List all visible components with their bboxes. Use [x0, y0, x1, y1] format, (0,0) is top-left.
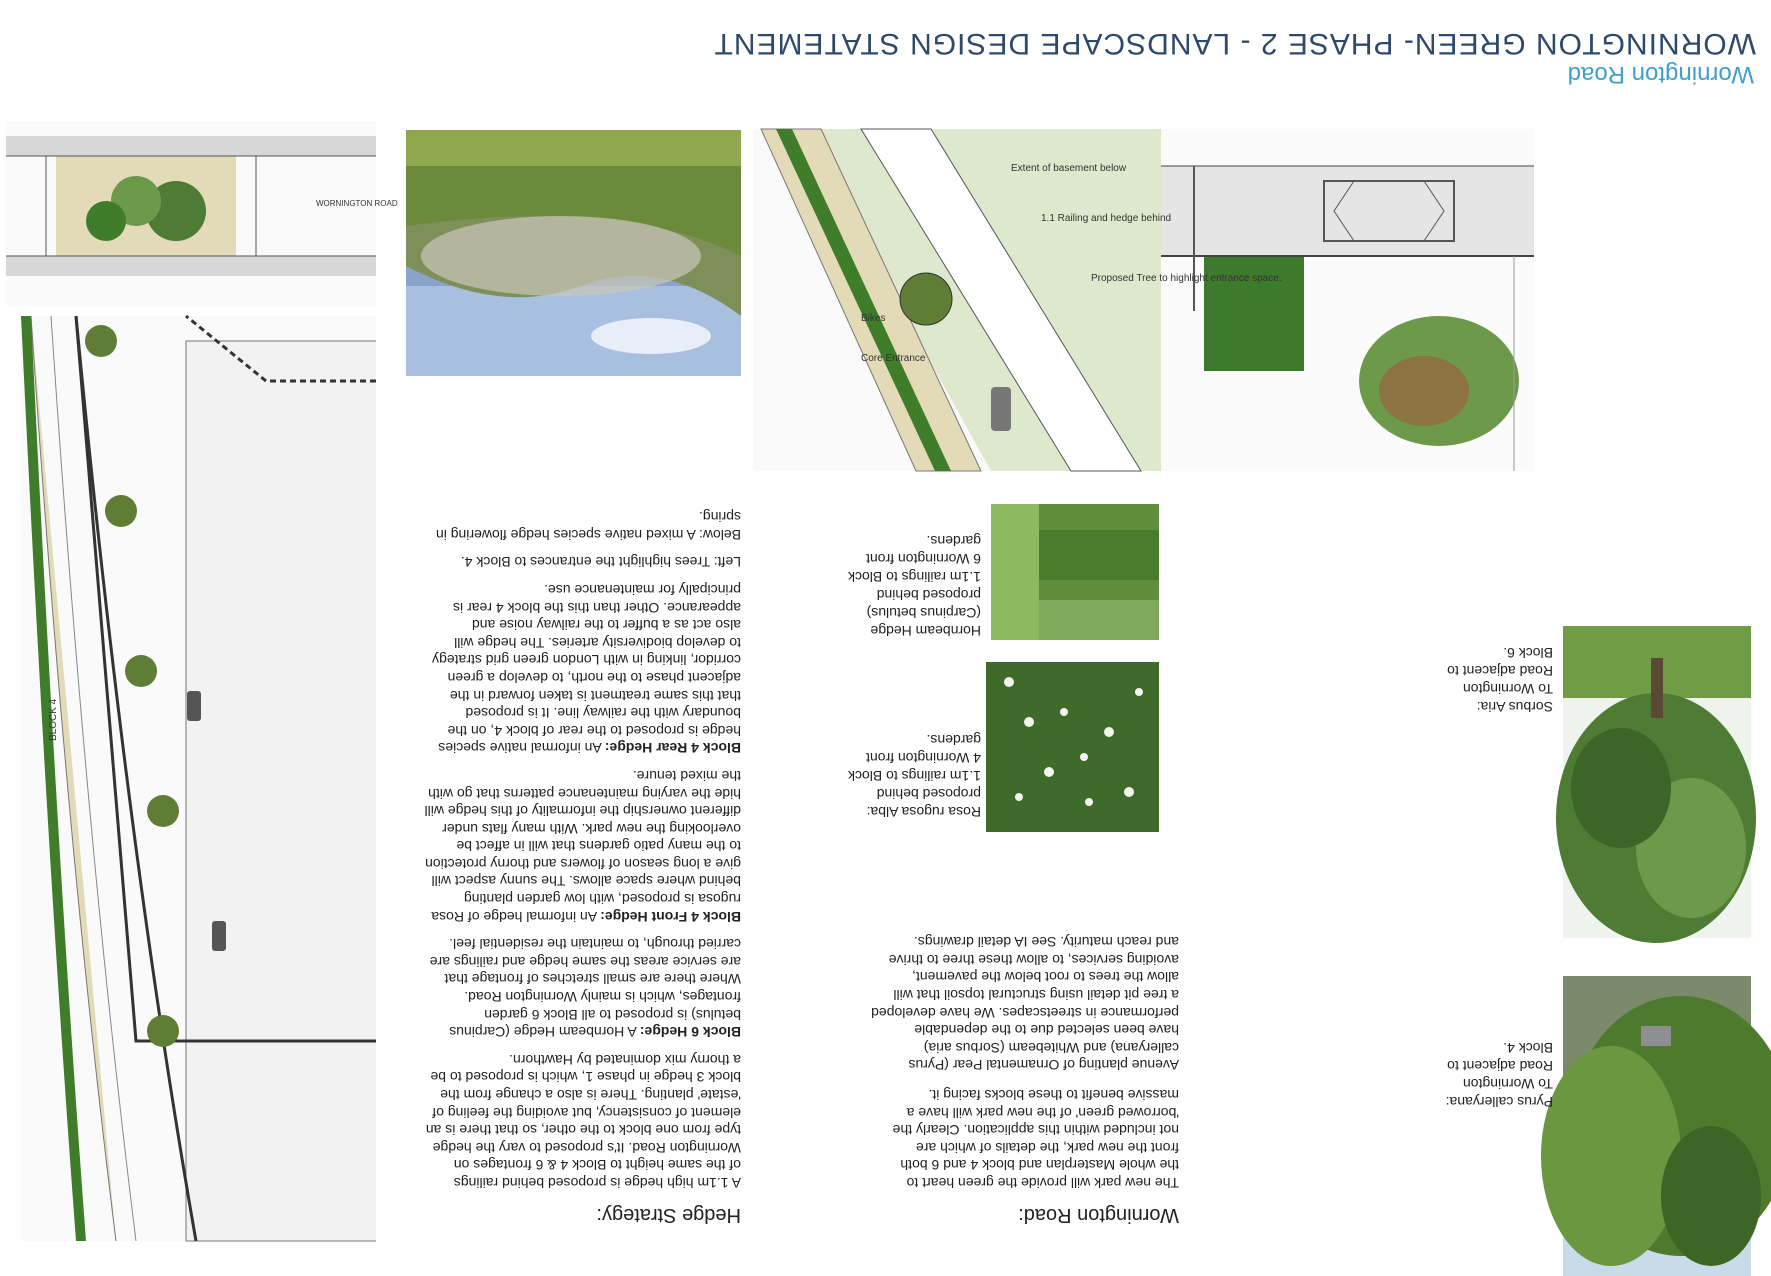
caption-rosa — [781, 731, 981, 821]
text-line: also act as a buffer to the railway noise and — [471, 617, 741, 634]
caption-sorbus — [1353, 644, 1553, 716]
plan-label: Extent of basement below — [1011, 163, 1127, 174]
caption-line: Block 6. — [1503, 645, 1553, 661]
text-line: adjacent phase to the north, to develop a green — [447, 669, 741, 686]
caption-hornbeam — [781, 532, 981, 640]
rear-label: Block 4 Rear Hedge: — [604, 740, 741, 757]
text-span: A Hornbeam Hedge (Carpinus — [449, 1024, 640, 1041]
text-line: Avenue planting of Ornamental Pear (Pyrus — [908, 1057, 1179, 1074]
entrance-plan-drawing — [753, 129, 1282, 471]
caption-line: Pyrus calleryana: — [1445, 1094, 1553, 1110]
caption-line: 6 Wornington front — [866, 551, 981, 567]
caption-line: 1.1m railings to Block — [847, 768, 981, 784]
caption-line: Road adjacent to — [1447, 663, 1553, 679]
text-line — [391, 907, 741, 925]
block4-label: Block 4 Front Hedge: — [600, 908, 741, 925]
text-line: frontages, which is mainly Wornington Road. — [464, 989, 741, 1006]
text-line: have been selected due to the dependable — [914, 1022, 1179, 1039]
caption-line: (Carpinus betulus) — [866, 605, 981, 621]
text-line: Wornington Road. It's proposed to vary the hedge — [432, 1139, 741, 1156]
text-line: element of consistency, but avoiding the feeling of — [432, 1104, 741, 1121]
text-line: carried through, to maintain the residential feel. — [449, 936, 741, 953]
text-line — [391, 739, 741, 757]
text-line: give a long season of flowers and thorny protection — [425, 855, 741, 872]
text-line: 'estate' planting. There is also a change from the — [440, 1087, 741, 1104]
text-line: overlooking the new park. With many flats under — [442, 820, 741, 837]
caption-line: To Wornington — [1462, 1076, 1553, 1092]
text-line: 'borrowed green' of the new park will have a — [906, 1104, 1179, 1121]
text-line: betulus) is proposed to all Block 6 garden — [484, 1006, 741, 1023]
text-line: Left: Trees highlight the entrances to Block 4. — [460, 554, 741, 571]
text-line — [391, 1023, 741, 1041]
hedge-strategy-heading: Hedge Strategy: — [596, 1204, 741, 1226]
plan-label: WORNINGTON ROAD — [316, 199, 398, 208]
page-title: WORNINGTON GREEN- PHASE 2 - LANDSCAPE DESIGN STATEMENT — [713, 27, 1756, 60]
caption-line: To Wornington — [1462, 681, 1553, 697]
text-line: rugosa is proposed, with low garden planting — [463, 891, 741, 908]
plan-label: Bikes — [861, 313, 886, 324]
text-line: block 3 hedge in phase 1, which is proposed to be — [430, 1069, 741, 1086]
text-line: behind where space allows. The sunny aspect will — [431, 873, 741, 890]
text-line: of the same height to Block 4 & 6 frontages on — [453, 1157, 741, 1174]
wornington-road-heading: Wornington Road: — [1018, 1204, 1179, 1226]
text-line: corridor, linking in with London green grid strategy — [432, 652, 741, 669]
text-line — [391, 543, 741, 553]
text-line: a thorny mix dominated by Hawthorn. — [509, 1051, 741, 1068]
text-line: allow the trees to root below the pavement, — [912, 969, 1179, 986]
text-line: A 1.1m high hedge is proposed behind railings — [453, 1175, 741, 1191]
text-line: Where there are small stretches of frontage that — [444, 971, 741, 988]
caption-line: Rosa rugosa Alba: — [866, 804, 981, 820]
plan-label: BLOCK 4 — [48, 698, 59, 741]
text-line: hedge is proposed to the rear of block 4, on the — [447, 722, 741, 739]
text-line: different ownership the informality of this hedge will — [424, 803, 741, 820]
text-line: not included within this application. Clearly the — [892, 1122, 1179, 1139]
plan-label: 1.1 Railing and hedge behind — [1041, 213, 1172, 224]
text-line: avoiding services, to allow these three to thrive — [888, 951, 1179, 968]
text-line: spring. — [698, 509, 741, 526]
block-plan-drawing — [21, 316, 376, 1241]
text-line: boundary with the railway line. It is proposed — [465, 705, 741, 722]
text-line: performance in streetscapes. We have developed — [871, 1004, 1179, 1021]
photo-sorbus-tree — [1563, 626, 1751, 938]
text-line: appearance. Other than this the block 4 rear is — [453, 599, 741, 616]
photo-hornbeam-hedge — [991, 504, 1159, 640]
text-line: front the new park, the details of which are — [915, 1139, 1179, 1156]
text-line: The new park will provide the green heart to — [906, 1175, 1179, 1191]
text-line: the mixed tenure. — [632, 767, 741, 784]
plan-label: Proposed Tree to highlight entrance space. — [1091, 273, 1282, 284]
text-line: and reach maturity. See IA detail drawings. — [913, 934, 1179, 951]
text-line: massive benefit to these blocks facing it. — [928, 1087, 1179, 1104]
tree-pit-detail-drawing — [1141, 129, 1534, 471]
street-section-drawing — [6, 121, 398, 306]
text-span: An informal native species — [438, 740, 605, 757]
caption-line: proposed behind — [876, 587, 981, 603]
plan-label: Core Entrance — [861, 353, 926, 364]
caption-line: 4 Wornington front — [866, 750, 981, 766]
caption-line: proposed behind — [876, 786, 981, 802]
text-line: Below: A mixed native species hedge flowering in — [435, 526, 741, 543]
text-line: type from one block to the other, so that there is an — [425, 1122, 741, 1139]
caption-pyrus — [1353, 1039, 1553, 1111]
text-line: hide the varying maintenance patterns that go with — [428, 785, 741, 802]
text-line: a tree pit detail using structural topsoil that will — [893, 987, 1179, 1004]
caption-line: Sorbus Aria: — [1476, 699, 1553, 715]
caption-line: gardens. — [926, 732, 981, 748]
text-line: calleryana) and Whitebeam (Sorbus aria) — [923, 1039, 1179, 1056]
wornington-road-text — [819, 933, 1179, 1191]
photo-rosa-hedge — [986, 662, 1159, 832]
hedge-strategy-text — [391, 508, 741, 1191]
caption-line: gardens. — [926, 533, 981, 549]
block6-label: Block 6 Hedge: — [639, 1024, 741, 1041]
caption-line: Block 4. — [1503, 1040, 1553, 1056]
text-span: An informal hedge of Rosa — [431, 908, 601, 925]
caption-line: Hornbeam Hedge — [870, 623, 981, 639]
photo-native-hedge-spring — [406, 130, 741, 376]
text-line: the whole Masterplan and block 4 and 6 both — [900, 1157, 1179, 1174]
text-line: to the many patio gardens that will in affect be — [456, 838, 741, 855]
text-line: to develop biodiversity arteries. The hedge will — [454, 634, 741, 651]
text-line: that this same treatment is taken forward in the — [449, 687, 741, 704]
photo-pyrus-street — [1563, 976, 1751, 1276]
caption-line: 1.1m railings to Block — [847, 569, 981, 585]
text-line: are service areas the same hedge and railings are — [429, 953, 741, 970]
caption-line: Road adjacent to — [1447, 1058, 1553, 1074]
text-line: principally for maintenance use. — [544, 582, 741, 598]
page-subtitle: Wornington Road — [1567, 61, 1754, 88]
